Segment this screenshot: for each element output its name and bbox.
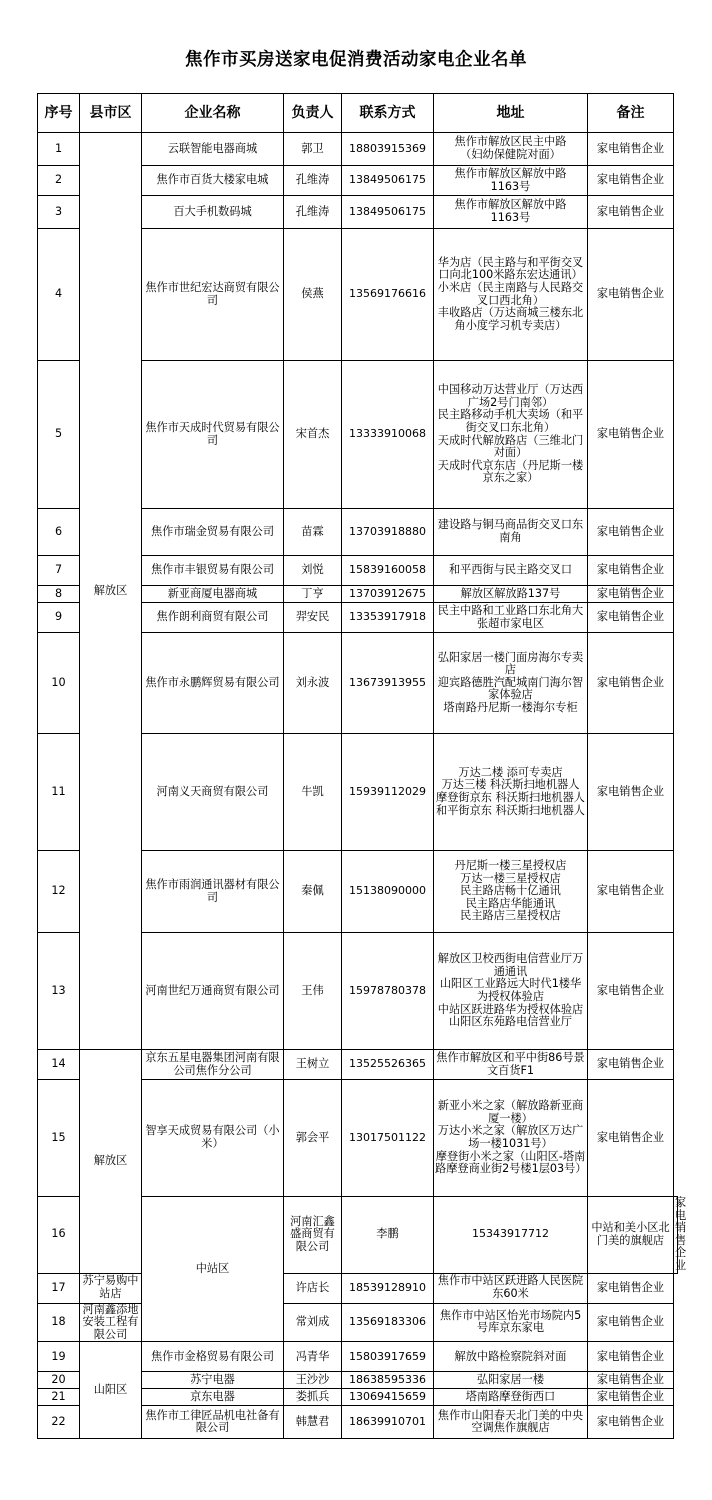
address-line: 中国移动万达营业厅（万达西广场2号门南邻） <box>437 383 584 409</box>
phone-number: 18638595336 <box>342 1372 434 1389</box>
phone-number: 13353917918 <box>342 603 434 633</box>
note-cell: 家电销售企业 <box>588 933 674 1050</box>
address-line: 弘阳家居一楼 <box>476 1373 545 1387</box>
address-cell <box>434 1406 588 1439</box>
address-line: 摩登街小米之家（山阳区-塔南路摩登商业街2号楼1层03号） <box>435 1149 587 1176</box>
address-cell <box>434 556 588 586</box>
phone-number: 13069415659 <box>342 1389 434 1406</box>
row-number: 2 <box>38 166 80 196</box>
address-line: 弘阳家居一楼门面房海尔专卖店 <box>437 650 584 677</box>
row-number: 22 <box>38 1406 80 1439</box>
phone-number: 15138090000 <box>342 851 434 933</box>
header-company: 企业名称 <box>142 94 284 133</box>
phone-number: 13849506175 <box>342 196 434 229</box>
phone-number: 18803915369 <box>342 133 434 166</box>
row-number: 8 <box>38 586 80 603</box>
address-line: 天成时代解放路店（三维北门对面） <box>437 433 584 460</box>
contact-person: 苗霖 <box>284 509 342 556</box>
address-line: 丰收路店（万达商城三楼东北角小度学习机专卖店） <box>437 306 584 332</box>
address-line: 摩登街京东 科沃斯扫地机器人 <box>436 791 585 804</box>
contact-person: 孔维涛 <box>284 166 342 196</box>
phone-number: 13569176616 <box>342 229 434 361</box>
phone-number: 13703918880 <box>342 509 434 556</box>
header-district: 县市区 <box>80 94 142 133</box>
table-row <box>38 1303 678 1342</box>
address-line: 民主路店华能通讯 <box>465 896 556 910</box>
address-line: 中站区跃进路华为授权体验店 <box>437 1002 584 1016</box>
header-address: 地址 <box>434 94 588 133</box>
company-name: 苏宁易购中站店 <box>80 1273 142 1303</box>
row-number: 3 <box>38 196 80 229</box>
contact-person: 孔维涛 <box>284 196 342 229</box>
address-cell <box>434 633 588 734</box>
page-title: 焦作市买房送家电促消费活动家电企业名单 <box>185 50 527 70</box>
row-number: 7 <box>38 556 80 586</box>
note-cell: 家电销售企业 <box>588 1303 674 1342</box>
company-name: 焦作朗利商贸有限公司 <box>142 603 284 633</box>
contact-person: 羿安民 <box>284 603 342 633</box>
note-cell: 家电销售企业 <box>588 1050 674 1080</box>
company-name: 河南世纪万通商贸有限公司 <box>142 933 284 1050</box>
phone-number: 15839160058 <box>342 556 434 586</box>
note-cell: 家电销售企业 <box>588 1080 674 1197</box>
company-name: 焦作市雨润通讯器材有限公司 <box>142 851 284 933</box>
note-cell: 家电销售企业 <box>588 1342 674 1372</box>
company-name: 焦作市天成时代贸易有限公司 <box>142 361 284 509</box>
contact-person: 牛凯 <box>284 734 342 851</box>
address-cell <box>434 586 588 603</box>
note-cell: 家电销售企业 <box>588 1372 674 1389</box>
address-line: 塔南路丹尼斯一楼海尔专柜 <box>443 700 578 714</box>
address-line: 解放中路检察院斜对面 <box>454 1349 567 1363</box>
row-number: 20 <box>38 1372 80 1389</box>
header-note: 备注 <box>588 94 674 133</box>
note-cell: 家电销售企业 <box>588 851 674 933</box>
phone-number: 13569183306 <box>342 1303 434 1342</box>
note-cell: 家电销售企业 <box>588 133 674 166</box>
address-cell <box>434 1050 588 1080</box>
contact-person: 韩慧君 <box>284 1406 342 1439</box>
table-row <box>38 1050 678 1080</box>
address-line: 塔南路摩登街西口 <box>465 1390 556 1404</box>
address-line: 焦作市山阳春天北门美的中央空调焦作旗舰店 <box>437 1408 584 1435</box>
row-number: 19 <box>38 1342 80 1372</box>
phone-number: 15343917712 <box>434 1197 588 1274</box>
address-line: 民主中路和工业路口东北角大张超市家电区 <box>437 603 584 630</box>
contact-person: 王树立 <box>284 1050 342 1080</box>
company-name: 焦作市工律匠品机电社备有限公司 <box>142 1406 284 1439</box>
note-cell: 家电销售企业 <box>588 603 674 633</box>
company-name: 苏宁电器 <box>142 1372 284 1389</box>
address-cell <box>434 133 588 166</box>
company-name: 京东电器 <box>142 1389 284 1406</box>
row-number: 17 <box>38 1273 80 1303</box>
row-number: 18 <box>38 1303 80 1342</box>
table-header-row <box>38 94 678 133</box>
district-cell: 解放区 <box>80 133 142 1050</box>
address-cell <box>434 851 588 933</box>
company-name: 新亚商厦电器商城 <box>142 586 284 603</box>
address-line: （妇幼保健院对面） <box>460 148 561 161</box>
address-cell <box>434 1080 588 1197</box>
address-line: 焦作市解放区解放中路 <box>454 166 567 180</box>
company-name: 焦作市永鹏辉贸易有限公司 <box>142 633 284 734</box>
address-cell <box>588 1197 674 1274</box>
address-line: 天成时代京东店（丹尼斯一楼京东之家） <box>437 458 584 485</box>
note-cell: 家电销售企业 <box>588 556 674 586</box>
company-name: 焦作市瑞金贸易有限公司 <box>142 509 284 556</box>
row-number: 6 <box>38 509 80 556</box>
note-cell: 家电销售企业 <box>588 1406 674 1439</box>
header-no: 序号 <box>38 94 80 133</box>
company-name: 云联智能电器商城 <box>142 133 284 166</box>
phone-number: 13333910068 <box>342 361 434 509</box>
note-cell: 家电销售企业 <box>675 1196 687 1272</box>
note-cell: 家电销售企业 <box>588 196 674 229</box>
address-line: 万达二楼 添可专卖店 <box>458 765 563 779</box>
company-name: 河南义天商贸有限公司 <box>142 734 284 851</box>
contact-person: 郭会平 <box>284 1080 342 1197</box>
row-number: 11 <box>38 734 80 851</box>
address-line: 焦作市中站区跃进路人民医院东60米 <box>437 1274 584 1301</box>
company-name: 河南鑫添地安装工程有限公司 <box>80 1303 142 1342</box>
company-name: 百大手机数码城 <box>142 196 284 229</box>
note-cell: 家电销售企业 <box>588 361 674 509</box>
header-phone: 联系方式 <box>342 94 434 133</box>
table-row <box>38 133 678 166</box>
company-name: 京东五星电器集团河南有限公司焦作分公司 <box>142 1050 284 1080</box>
phone-number: 13849506175 <box>342 166 434 196</box>
address-line: 建设路与铜马商品街交叉口东南角 <box>437 518 584 544</box>
contact-person: 常刘成 <box>284 1303 342 1342</box>
contact-person: 娄抓兵 <box>284 1389 342 1406</box>
phone-number: 15978780378 <box>342 933 434 1050</box>
row-number: 9 <box>38 603 80 633</box>
address-cell <box>434 1389 588 1406</box>
row-number: 10 <box>38 633 80 734</box>
contact-person: 宋首杰 <box>284 361 342 509</box>
contact-person: 许店长 <box>284 1273 342 1303</box>
note-cell: 家电销售企业 <box>588 633 674 734</box>
note-cell: 家电销售企业 <box>588 1389 674 1406</box>
table-row <box>38 1342 678 1372</box>
phone-number: 18539128910 <box>342 1273 434 1303</box>
district-cell: 解放区 <box>80 1050 142 1274</box>
address-line: 华为店（民主路与和平街交叉口向北100米路东宏达通讯） <box>437 255 584 282</box>
address-cell <box>434 166 588 196</box>
address-line: 万达一楼三星授权店 <box>460 871 561 885</box>
row-number: 21 <box>38 1389 80 1406</box>
contact-person: 冯青华 <box>284 1342 342 1372</box>
phone-number: 18639910701 <box>342 1406 434 1439</box>
address-cell <box>434 603 588 633</box>
header-person: 负责人 <box>284 94 342 133</box>
row-number: 13 <box>38 933 80 1050</box>
phone-number: 13525526365 <box>342 1050 434 1080</box>
address-line: 新亚小米之家（解放路新亚商厦一楼） <box>437 1099 584 1125</box>
note-cell: 家电销售企业 <box>588 586 674 603</box>
note-cell: 家电销售企业 <box>588 166 674 196</box>
address-cell <box>434 734 588 851</box>
contact-person: 刘悦 <box>284 556 342 586</box>
contact-person: 王伟 <box>284 933 342 1050</box>
contact-person: 秦佩 <box>284 851 342 933</box>
address-cell <box>434 509 588 556</box>
contact-person: 王沙沙 <box>284 1372 342 1389</box>
row-number: 12 <box>38 851 80 933</box>
address-cell <box>434 361 588 509</box>
contact-person: 郭卫 <box>284 133 342 166</box>
company-name: 河南汇鑫盛商贸有限公司 <box>284 1197 342 1274</box>
row-number: 15 <box>38 1080 80 1197</box>
address-line: 1163号 <box>490 179 531 193</box>
contact-person: 李鹏 <box>342 1197 434 1274</box>
address-line: 小米店（民主南路与人民路交叉口西北角） <box>437 280 584 307</box>
address-line: 和平街京东 科沃斯扫地机器人 <box>436 803 585 817</box>
row-number: 16 <box>38 1197 80 1274</box>
district-cell: 山阳区 <box>80 1342 142 1439</box>
address-cell <box>434 196 588 229</box>
address-line: 1163号 <box>490 211 531 224</box>
contact-person: 刘永波 <box>284 633 342 734</box>
phone-number: 13703912675 <box>342 586 434 603</box>
row-number: 4 <box>38 229 80 361</box>
address-cell <box>434 1372 588 1389</box>
note-cell: 家电销售企业 <box>588 229 674 361</box>
address-cell <box>434 1273 588 1303</box>
contact-person: 丁亨 <box>284 586 342 603</box>
phone-number: 15939112029 <box>342 734 434 851</box>
address-line: 焦作市解放区解放中路 <box>454 198 567 212</box>
address-cell <box>434 1303 588 1342</box>
note-cell: 家电销售企业 <box>588 1273 674 1303</box>
contact-person: 侯燕 <box>284 229 342 361</box>
table-row <box>38 1273 678 1303</box>
row-number: 5 <box>38 361 80 509</box>
address-line: 焦作市解放区和平中街86号景文百货F1 <box>436 1050 585 1077</box>
phone-number: 13017501122 <box>342 1080 434 1197</box>
company-name: 焦作市丰银贸易有限公司 <box>142 556 284 586</box>
address-line: 焦作市中站区怡光市场院内5号库京东家电 <box>439 1308 582 1335</box>
address-line: 迎宾路德胜汽配城南门海尔智家体验店 <box>437 675 584 702</box>
address-line: 万达三楼 科沃斯扫地机器人 <box>441 778 580 792</box>
company-name: 焦作市百货大楼家电城 <box>142 166 284 196</box>
address-line: 民主路移动手机大卖场（和平街交叉口东北角） <box>437 408 584 434</box>
address-line: 民主路店畅十亿通讯 <box>460 884 561 898</box>
address-line: 丹尼斯一楼三星授权店 <box>454 859 567 873</box>
address-line: 中站和美小区北门美的旗舰店 <box>591 1221 670 1247</box>
enterprise-table <box>37 93 687 1439</box>
address-line: 解放区卫校西街电信营业厅万通通讯 <box>437 952 584 978</box>
phone-number: 13673913955 <box>342 633 434 734</box>
company-name: 焦作市金格贸易有限公司 <box>142 1342 284 1372</box>
phone-number: 15803917659 <box>342 1342 434 1372</box>
address-line: 民主路店三星授权店 <box>460 909 561 923</box>
address-cell <box>434 933 588 1050</box>
address-cell <box>434 229 588 361</box>
address-line: 山阳区工业路远大时代1楼华为授权体验店 <box>439 977 582 1003</box>
address-line: 山阳区东苑路电信营业厅 <box>448 1015 573 1029</box>
address-cell <box>434 1342 588 1372</box>
address-line: 解放区解放路137号 <box>460 586 561 600</box>
address-line: 万达小米之家（解放区万达广场一楼1031号） <box>437 1124 584 1150</box>
district-cell: 中站区 <box>142 1197 284 1342</box>
row-number: 1 <box>38 133 80 166</box>
company-name: 智享天成贸易有限公司（小米） <box>142 1080 284 1197</box>
note-cell: 家电销售企业 <box>588 734 674 851</box>
address-line: 焦作市解放区民主中路 <box>454 135 567 149</box>
company-name: 焦作市世纪宏达商贸有限公司 <box>142 229 284 361</box>
row-number: 14 <box>38 1050 80 1080</box>
note-cell: 家电销售企业 <box>588 509 674 556</box>
address-line: 和平西街与民主路交叉口 <box>448 563 573 577</box>
